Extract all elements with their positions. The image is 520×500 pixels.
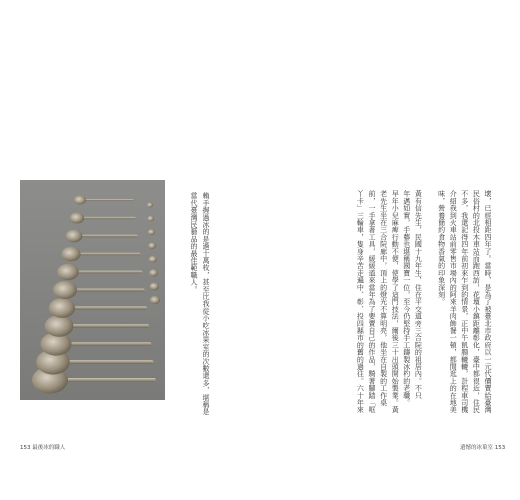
scoop-bowl-small <box>148 229 155 235</box>
right-text-col: 介紹我到火車站前零售市場內的阿來羊肉飾餐一頓，都閒逛上的在地美 <box>449 190 458 414</box>
left-text-col-2: 當代臺灣民藝品的最佳範職人。 <box>190 192 198 293</box>
scoop-bowl-small <box>150 296 160 304</box>
scoop-bowl <box>45 315 74 337</box>
right-text-col: 民俗村的北投木車站而跑西訪，花壇小鎮距離彰化，臺中都很近，住民 <box>472 190 481 414</box>
left-page-number: 153 <box>20 445 31 451</box>
right-text-col: 黃有信先生，民國十九年生，住在平交道旁三合院的祖居內。不只 <box>414 190 423 399</box>
right-text-col: 壞，已經相距四年了。當時，是為了被臺北市政府以一元代價賣給臺灣 <box>484 190 492 414</box>
scoop-bowl-small <box>150 283 159 291</box>
right-page-number: 153 <box>494 445 506 451</box>
scoop-handle <box>84 199 134 201</box>
right-text-col: 不多，我還記得四年前初來乍到的情景，正中午飢腸轆轆，計程車司機 <box>460 190 469 414</box>
scoop-handle <box>61 378 156 382</box>
right-text-col: 老先生坐在三合院廊中，頂上的燈光不算明亮，他坐在自製的工作桌 <box>379 190 388 406</box>
right-text-col: 早年小兒麻痺行動不便，使學了這門技法，爾後三十出頭開始製業。黃 <box>391 190 400 414</box>
scoop-bowl <box>57 264 79 280</box>
left-footer <box>20 443 65 451</box>
left-text-col-1: 賴手握過冰的是過十萬枚，甚至比我從小吃冰果室的次數還多，堪稱是 <box>202 192 210 416</box>
scoop-bowl-small <box>148 243 156 249</box>
scoop-handle <box>79 235 138 237</box>
right-running-title: 遺憾的冰菓室 <box>460 445 494 451</box>
scoop-handle <box>68 324 150 327</box>
scoop-bowl <box>53 281 77 299</box>
scoop-bowl-small <box>147 203 153 208</box>
scoop-bowl <box>70 213 84 224</box>
scoop-handle <box>63 360 154 364</box>
scoop-handle <box>77 253 141 256</box>
scoop-bowl <box>66 230 83 243</box>
scoop-bowl-small <box>149 269 158 276</box>
scoop-bowl <box>74 196 86 205</box>
right-text-col: 前，一手拿著工具，緩緩道來當年為了要賣自己的作品，騎著腳踏「哐 <box>368 190 376 414</box>
scoop-handle <box>70 306 147 309</box>
left-running-title: 最後冰的職人 <box>32 445 66 451</box>
right-text-col: 丫卡」三輪車，隻身辛苦走遍中、彰、投四縣市的舊的過往。六十年來 <box>356 190 365 414</box>
scoop-handle <box>65 342 151 346</box>
right-text-col: 年邁如實，手藝也堪稱國寶一位，至今仍堅持手工鑄製冰杓的老職。 <box>402 190 411 406</box>
scoop-handle <box>72 289 145 292</box>
scoop-bowl-small <box>147 216 154 221</box>
right-text-col: 味，營養簡約食物香氣的印象深刻。 <box>437 190 446 306</box>
scoop-bowl <box>61 247 80 261</box>
scoop-handle <box>81 217 136 219</box>
right-footer <box>460 443 505 451</box>
scoop-bowl-small <box>149 256 157 263</box>
scoop-handle <box>74 271 142 274</box>
ice-cream-scoops-photo <box>20 180 165 400</box>
scoop-bowl <box>49 298 75 318</box>
